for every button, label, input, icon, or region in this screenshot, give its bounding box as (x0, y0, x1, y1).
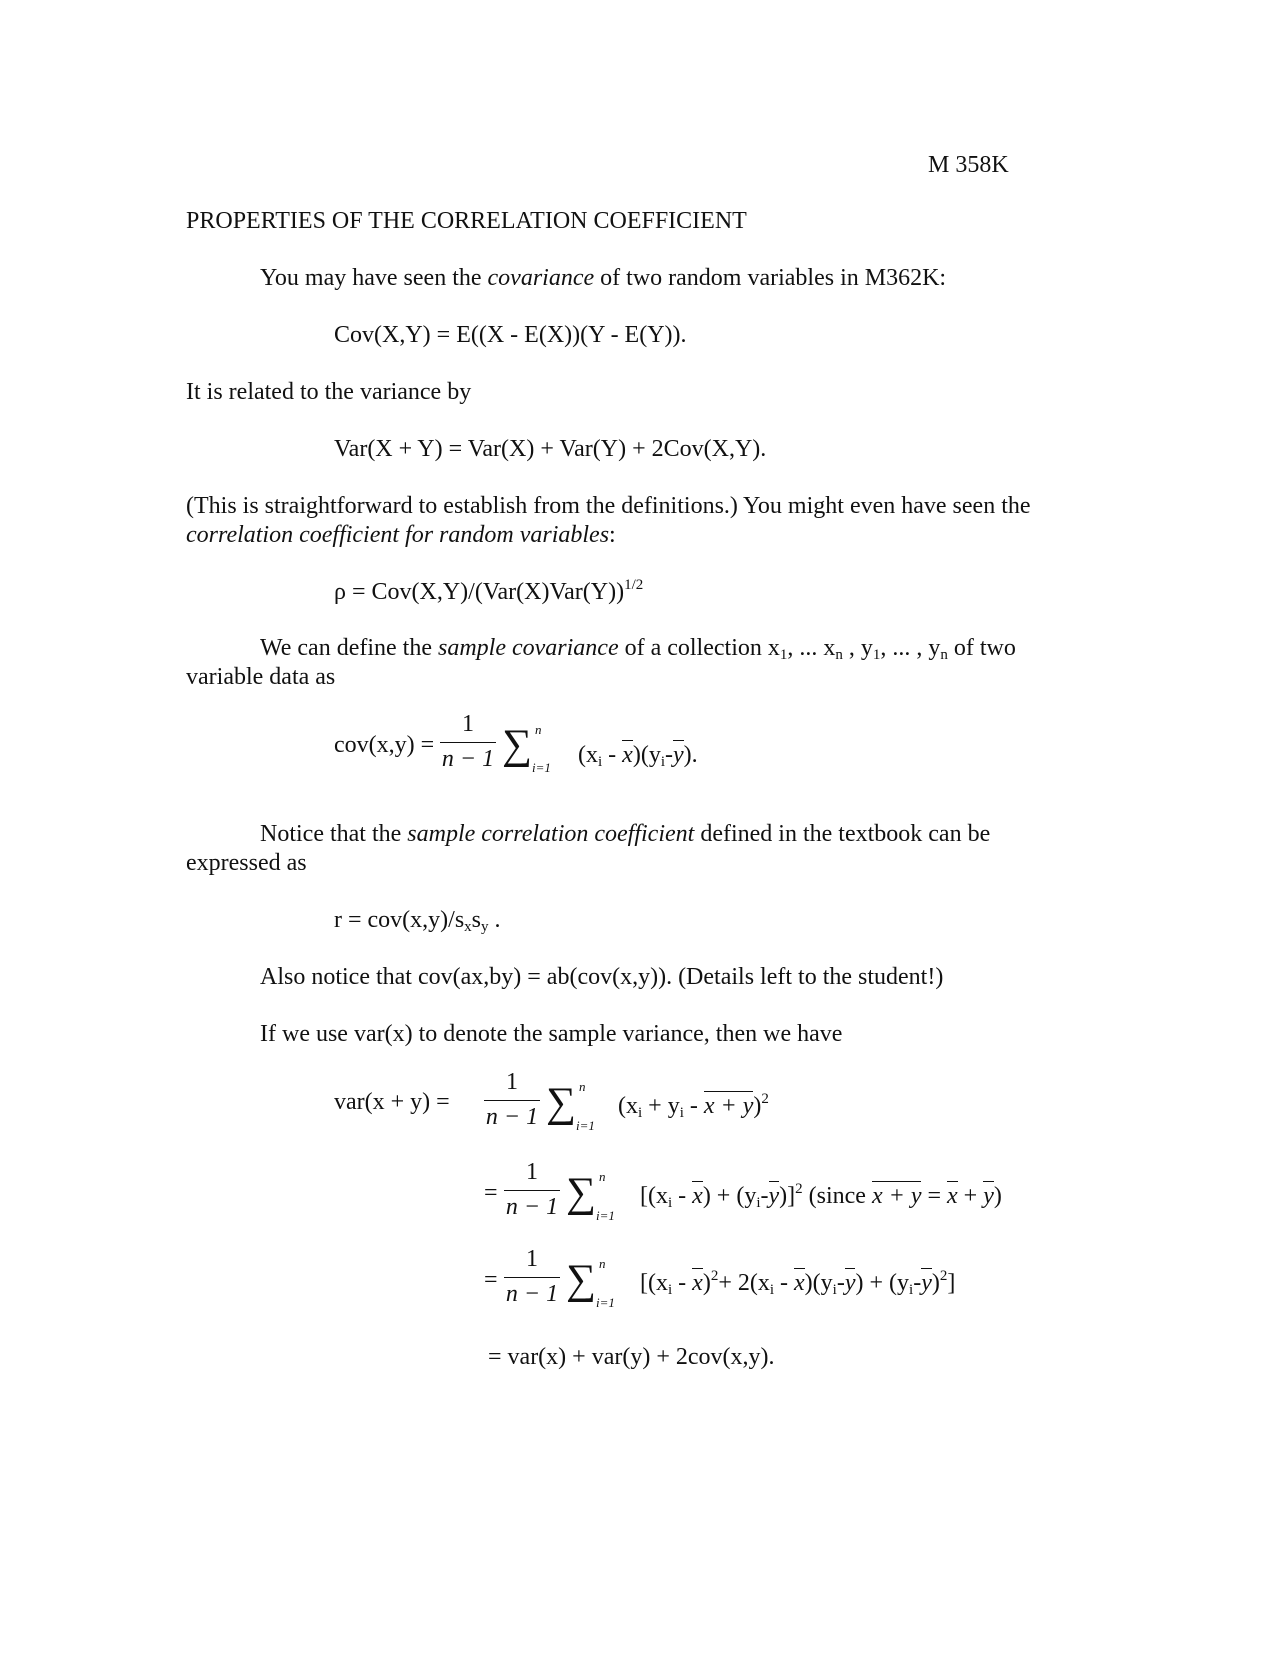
x-bar: x (947, 1183, 958, 1209)
fraction-numerator: 1 (526, 1246, 538, 1272)
fraction-numerator: 1 (462, 711, 474, 737)
subscript: 1 (779, 647, 788, 663)
fraction-denominator: n − 1 (505, 1194, 559, 1220)
paragraph-sample-correlation (260, 822, 990, 846)
subscript: y (481, 919, 489, 935)
subscript: x (464, 919, 472, 935)
equation-rho (334, 577, 644, 605)
subscript: i (769, 1282, 775, 1298)
paragraph-sample-correlation-line2: expressed as (186, 850, 307, 876)
text: Notice that the (260, 821, 408, 847)
sigma-symbol: ∑ (566, 1257, 596, 1303)
fraction (484, 1070, 540, 1129)
paragraph-sample-variance: If we use var(x) to denote the sample variance, then we have (260, 1021, 843, 1047)
term-correlation-coefficient: correlation coefficient for random variables (186, 522, 610, 548)
derivation-final: = var(x) + var(y) + 2cov(x,y). (488, 1344, 775, 1370)
text: (since (802, 1183, 872, 1209)
fraction-numerator: 1 (506, 1069, 518, 1095)
derivation-lhs: var(x + y) = (334, 1089, 450, 1115)
subscript: 1 (872, 647, 881, 663)
subscript: n (835, 647, 843, 663)
page-title: PROPERTIES OF THE CORRELATION COEFFICIENT (186, 208, 747, 234)
fraction-numerator: 1 (526, 1159, 538, 1185)
text: )(y (632, 742, 661, 768)
text: ) + (y (702, 1183, 757, 1209)
paragraph-variance-relation: It is related to the variance by (186, 379, 472, 405)
paragraph-definitions: (This is straightforward to establish from the definitions.) You might even have seen the (186, 493, 1031, 519)
text: s (471, 907, 482, 933)
text: : (609, 522, 616, 548)
text: + 2(x (718, 1270, 770, 1296)
x-bar: x (692, 1183, 703, 1209)
term-sample-covariance: sample covariance (437, 635, 619, 661)
text: We can define the (260, 635, 438, 661)
subscript: i (909, 1282, 914, 1298)
subscript: i (679, 1105, 684, 1121)
text: - (664, 742, 673, 768)
equals-sign: = (484, 1267, 498, 1293)
text: of a collection x (618, 635, 780, 661)
y-bar: y (844, 1270, 856, 1296)
superscript: 2 (761, 1091, 769, 1107)
summand (618, 1091, 769, 1121)
paragraph-scaling: Also notice that cov(ax,by) = ab(cov(x,y)). (Details left to the student!) (260, 964, 944, 990)
term-covariance: covariance (487, 265, 595, 291)
text: = (921, 1183, 948, 1209)
text: - (672, 1270, 693, 1296)
equals-sign: = (484, 1180, 498, 1206)
text: (x (578, 742, 598, 768)
text: , ... , y (880, 635, 941, 661)
subscript: i (832, 1282, 837, 1298)
rho-exponent: 1/2 (624, 577, 644, 593)
equation-covariance: Cov(X,Y) = E((X - E(X))(Y - E(Y)). (334, 322, 687, 348)
text: ) + (y (855, 1270, 910, 1296)
text: ) (753, 1093, 762, 1119)
text: [(x (640, 1183, 668, 1209)
equation-lhs: cov(x,y) = (334, 732, 435, 758)
text: of two random variables in M362K: (594, 265, 947, 291)
text: ] (947, 1270, 956, 1296)
xy-bar: x + y (703, 1093, 754, 1119)
fraction-denominator: n − 1 (505, 1281, 559, 1307)
fraction (504, 1247, 560, 1306)
sigma-symbol: ∑ (546, 1080, 576, 1126)
equation-r (334, 907, 501, 935)
y-bar: y (921, 1270, 932, 1296)
y-bar: y (768, 1183, 780, 1209)
subscript: i (598, 754, 603, 770)
fraction-bar (484, 1100, 540, 1101)
text: - (774, 1270, 795, 1296)
course-code: M 358K (928, 152, 1009, 178)
text: You may have seen the (260, 265, 488, 291)
x-bar: x (692, 1270, 703, 1296)
xy-bar: x + y (871, 1183, 922, 1209)
text: ). (683, 742, 698, 768)
sum-upper-limit: n (599, 1256, 606, 1271)
text: [(x (640, 1270, 668, 1296)
fraction-bar (504, 1277, 560, 1278)
text: defined in the textbook can be (694, 821, 991, 847)
sum-lower-limit: i=1 (596, 1208, 615, 1223)
text: - (913, 1270, 922, 1296)
text: (x (618, 1093, 638, 1119)
sigma-symbol: ∑ (566, 1170, 596, 1216)
summand (578, 742, 698, 770)
subscript: i (667, 1195, 673, 1211)
x-bar: x (622, 742, 633, 768)
fraction-bar (440, 742, 496, 743)
fraction (504, 1160, 560, 1219)
paragraph-sample-covariance-line2: variable data as (186, 664, 336, 690)
text: r = cov(x,y)/s (334, 907, 465, 933)
x-bar: x (794, 1270, 805, 1296)
fraction-denominator: n − 1 (441, 746, 495, 772)
text: )] (779, 1183, 796, 1209)
text: ) (993, 1183, 1002, 1209)
sum-upper-limit: n (535, 722, 542, 737)
text: , y (842, 635, 873, 661)
subscript: i (667, 1282, 673, 1298)
paragraph-sample-covariance (260, 635, 1016, 663)
text: - (683, 1093, 704, 1119)
sigma-symbol: ∑ (502, 722, 532, 768)
sum-lower-limit: i=1 (532, 760, 551, 775)
paragraph-definitions-line2 (186, 523, 616, 547)
sum-upper-limit: n (579, 1079, 586, 1094)
subscript: i (660, 754, 665, 770)
rho-formula: ρ = Cov(X,Y)/(Var(X)Var(Y)) (334, 579, 625, 605)
text: + y (642, 1093, 680, 1119)
text: , ... x (787, 635, 836, 661)
sum-lower-limit: i=1 (576, 1118, 595, 1133)
superscript: 2 (795, 1181, 803, 1197)
text: )(y (804, 1270, 833, 1296)
term-sample-correlation: sample correlation coefficient (407, 821, 695, 847)
y-bar: y (983, 1183, 994, 1209)
fraction-denominator: n − 1 (485, 1104, 539, 1130)
subscript: i (756, 1195, 761, 1211)
superscript: 2 (710, 1268, 719, 1284)
sum-lower-limit: i=1 (596, 1295, 615, 1310)
summand (640, 1181, 1002, 1211)
summand (640, 1268, 956, 1298)
superscript: 2 (939, 1268, 948, 1284)
paragraph-covariance-intro (260, 266, 946, 290)
subscript: n (940, 647, 948, 663)
text: ) (931, 1270, 940, 1296)
text: - (672, 1183, 693, 1209)
fraction (440, 712, 496, 771)
text: . (488, 907, 501, 933)
text: - (760, 1183, 769, 1209)
text: - (836, 1270, 845, 1296)
text: - (602, 742, 623, 768)
text: ) (702, 1270, 711, 1296)
fraction-bar (504, 1190, 560, 1191)
sum-upper-limit: n (599, 1169, 606, 1184)
equation-variance-sum: Var(X + Y) = Var(X) + Var(Y) + 2Cov(X,Y). (334, 436, 767, 462)
text: of two (947, 635, 1016, 661)
text: + (957, 1183, 984, 1209)
subscript: i (638, 1105, 643, 1121)
y-bar: y (672, 742, 684, 768)
